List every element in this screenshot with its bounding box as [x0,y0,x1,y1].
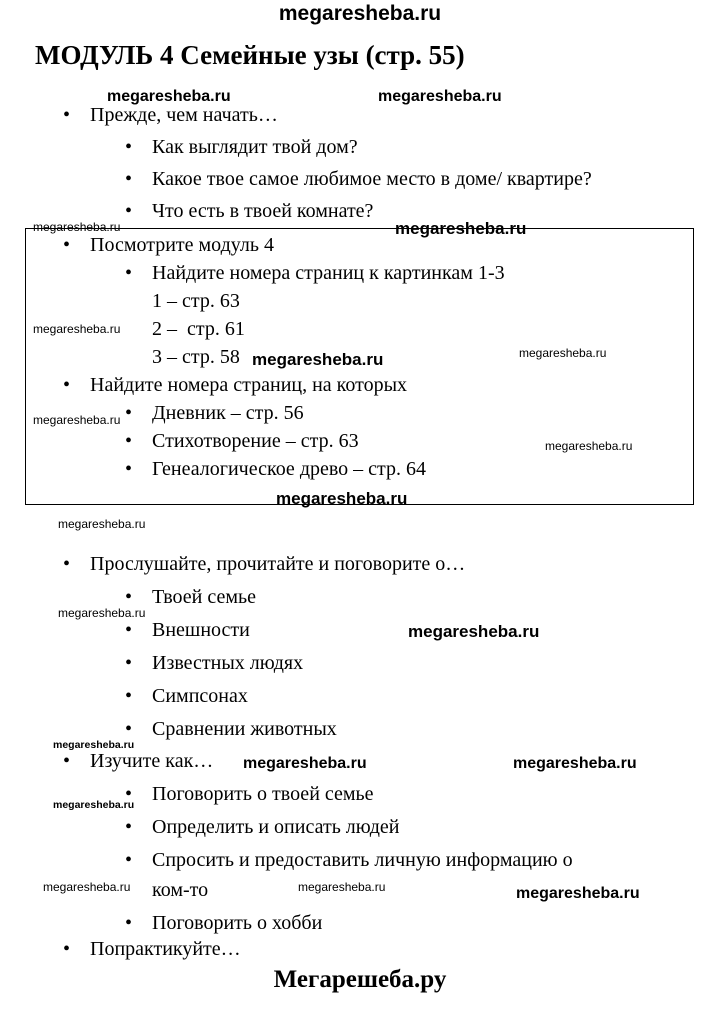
list-item-text: Прежде, чем начать… [90,104,278,126]
section-before-start [0,100,720,228]
bullet-icon: • [125,619,133,641]
watermark: megaresheba.ru [545,439,633,453]
list-item-text: Известных людях [152,652,304,674]
list-item [0,454,720,482]
answer-line [0,286,720,314]
list-item-text: Изучите как… [90,750,214,772]
list-item-text: Твоей семье [152,586,257,608]
list-item [0,648,720,681]
list-item-text: Дневник – стр. 56 [152,402,304,424]
bullet-icon: • [63,938,71,960]
list-item-text: Стихотворение – стр. 63 [152,430,359,452]
bullet-icon: • [63,234,71,256]
list-item [0,549,720,582]
list-item [0,164,720,196]
list-item [0,370,720,398]
watermark: megaresheba.ru [276,489,408,508]
section-listen-read-talk [0,549,720,747]
watermark: megaresheba.ru [298,880,386,894]
list-item [0,615,720,648]
list-item-text: Найдите номера страниц, на которых [90,374,408,396]
footer-site-name: Мегарешеба.ру [273,966,447,993]
bullet-icon: • [63,750,71,772]
list-item [0,934,720,967]
answer-text: 3 – стр. 58 [152,346,240,368]
watermark: megaresheba.ru [243,755,367,772]
bullet-icon: • [63,104,71,126]
bullet-icon: • [63,374,71,396]
list-item-text: Генеалогическое древо – стр. 64 [152,458,427,480]
list-item-text: Посмотрите модуль 4 [90,234,274,256]
watermark: megaresheba.ru [278,2,442,25]
bullet-icon: • [125,685,133,707]
list-item [0,230,720,258]
section-practice [0,934,720,967]
list-item-text: Внешности [152,619,250,641]
bullet-icon: • [63,553,71,575]
bullet-icon: • [125,458,133,480]
list-item-text: Прослушайте, прочитайте и поговорите о… [90,553,466,575]
list-item [0,132,720,164]
list-item-text: Сравнении животных [152,718,337,740]
section-module-box [0,230,720,482]
watermark: megaresheba.ru [58,517,146,531]
bullet-icon: • [125,718,133,740]
list-item-text: Спросить и предоставить личную информацию о ком-то [152,849,578,901]
list-item [0,582,720,615]
page-title: МОДУЛЬ 4 Семейные узы (стр. 55) [35,40,465,70]
answer-text: 2 – стр. 61 [152,318,245,340]
watermark: megaresheba.ru [513,755,637,772]
list-item [0,426,720,454]
bullet-icon: • [125,262,133,284]
answer-line [0,342,720,370]
list-item-text: Поговорить о хобби [152,912,323,934]
watermark: megaresheba.ru [53,799,135,811]
list-item [0,258,720,286]
watermark: megaresheba.ru [519,346,607,360]
watermark: megaresheba.ru [516,885,640,902]
bullet-icon: • [125,136,133,158]
list-item [0,845,720,908]
list-item [0,779,720,812]
list-item-text: Определить и описать людей [152,816,400,838]
bullet-icon: • [125,430,133,452]
watermark: megaresheba.ru [395,219,527,238]
bullet-icon: • [125,168,133,190]
list-item-text: Симпсонах [152,685,248,707]
list-item [0,812,720,845]
bullet-icon: • [125,586,133,608]
watermark: megaresheba.ru [53,739,135,751]
list-item-text: Как выглядит твой дом? [152,136,358,158]
list-item-text: Поговорить о твоей семье [152,783,374,805]
list-item [0,746,720,779]
list-item [0,196,720,228]
bullet-icon: • [125,200,133,222]
watermark: megaresheba.ru [107,88,231,105]
watermark: megaresheba.ru [33,322,121,336]
watermark: megaresheba.ru [33,413,121,427]
list-item [0,398,720,426]
list-item-text: Попрактикуйте… [90,938,241,960]
list-item [0,100,720,132]
list-item-text: Что есть в твоей комнате? [152,200,374,222]
bullet-icon: • [125,402,133,424]
section-learn-how [0,746,720,941]
list-item-text: Какое твое самое любимое место в доме/ квартире? [152,168,592,190]
list-item-text: Найдите номера страниц к картинкам 1-3 [152,262,505,284]
watermark: megaresheba.ru [252,350,384,369]
watermark: megaresheba.ru [58,606,146,620]
watermark: megaresheba.ru [408,622,540,641]
bullet-icon: • [125,783,133,805]
answer-line [0,314,720,342]
bullet-icon: • [125,849,133,871]
list-item [0,714,720,747]
watermark: megaresheba.ru [43,880,131,894]
bullet-icon: • [125,652,133,674]
watermark: megaresheba.ru [33,220,121,234]
list-item [0,681,720,714]
watermark: megaresheba.ru [378,88,502,105]
bullet-icon: • [125,816,133,838]
answer-text: 1 – стр. 63 [152,290,240,312]
bullet-icon: • [125,912,133,934]
